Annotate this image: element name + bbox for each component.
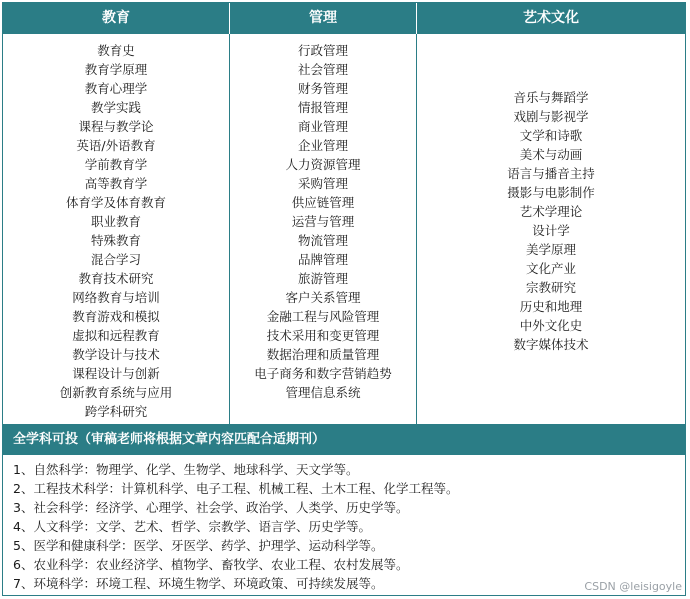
subject-item: 虚拟和远程教育 [72, 328, 160, 343]
column-education [3, 34, 230, 424]
subject-item: 设计学 [532, 223, 570, 238]
subject-item: 数字媒体技术 [513, 337, 589, 352]
subject-item: 体育学及体育教育 [65, 195, 166, 210]
subject-item: 教学设计与技术 [72, 347, 160, 362]
subject-item: 采购管理 [297, 176, 348, 191]
subject-item: 教学实践 [90, 100, 141, 115]
table-header-row [3, 3, 685, 34]
subject-item: 教育技术研究 [78, 271, 154, 286]
subject-item: 美学原理 [525, 242, 576, 257]
csdn-watermark: CSDN @leisigoyle [584, 580, 682, 593]
discipline-line: 3、社会科学：经济学、心理学、社会学、政治学、人类学、历史学等。 [13, 500, 409, 515]
discipline-line: 4、人文科学：文学、艺术、哲学、宗教学、语言学、历史学等。 [13, 519, 371, 534]
column-arts-culture [417, 34, 685, 424]
discipline-line: 7、环境科学：环境工程、环境生物学、环境政策、可持续发展等。 [13, 576, 384, 591]
subject-item: 学前教育学 [84, 157, 148, 172]
header-management: 管理 [230, 3, 417, 34]
subject-item: 行政管理 [297, 43, 348, 58]
subject-item: 高等教育学 [84, 176, 148, 191]
discipline-line: 5、医学和健康科学：医学、牙医学、药学、护理学、运动科学等。 [13, 538, 384, 553]
subject-item: 职业教育 [90, 214, 141, 229]
subject-item: 人力资源管理 [285, 157, 361, 172]
subject-item: 企业管理 [297, 138, 348, 153]
all-disciplines-banner: 全学科可投（审稿老师将根据文章内容匹配合适期刊） [3, 424, 685, 455]
subject-item: 商业管理 [297, 119, 348, 134]
subject-item: 旅游管理 [297, 271, 348, 286]
subject-item: 课程与教学论 [78, 119, 154, 134]
subject-item: 文学和诗歌 [519, 128, 583, 143]
subject-item: 文化产业 [525, 261, 576, 276]
subject-item: 摄影与电影制作 [507, 185, 595, 200]
subject-item: 金融工程与风险管理 [266, 309, 380, 324]
subject-columns [3, 34, 685, 424]
subject-item: 宗教研究 [525, 280, 576, 295]
subject-item: 语言与播音主持 [507, 166, 595, 181]
subject-table [2, 2, 686, 596]
subject-item: 客户关系管理 [285, 290, 361, 305]
subject-item: 美术与动画 [519, 147, 583, 162]
subject-item: 教育游戏和模拟 [72, 309, 160, 324]
header-education: 教育 [3, 3, 230, 34]
subject-item: 音乐与舞蹈学 [513, 90, 589, 105]
header-arts-culture: 艺术文化 [523, 10, 579, 26]
subject-item: 戏剧与影视学 [513, 109, 589, 124]
subject-item: 教育学原理 [84, 62, 148, 77]
subject-item: 中外文化史 [519, 318, 583, 333]
subject-item: 网络教育与培训 [72, 290, 160, 305]
subject-item: 艺术学理论 [519, 204, 583, 219]
subject-item: 品牌管理 [297, 252, 348, 267]
subject-item: 情报管理 [297, 100, 348, 115]
column-management [230, 34, 417, 424]
subject-item: 管理信息系统 [285, 385, 361, 400]
discipline-line: 6、农业科学：农业经济学、植物学、畜牧学、农业工程、农村发展等。 [13, 557, 409, 572]
subject-item: 创新教育系统与应用 [59, 385, 173, 400]
subject-item: 数据治理和质量管理 [266, 347, 380, 362]
subject-item: 供应链管理 [291, 195, 355, 210]
subject-item: 社会管理 [297, 62, 348, 77]
subject-item: 跨学科研究 [84, 404, 148, 419]
subject-item: 电子商务和数字营销趋势 [254, 366, 392, 381]
discipline-line: 1、自然科学：物理学、化学、生物学、地球科学、天文学等。 [13, 462, 359, 477]
subject-item: 财务管理 [297, 81, 348, 96]
discipline-list [3, 455, 685, 595]
subject-item: 历史和地理 [519, 299, 583, 314]
subject-item: 技术采用和变更管理 [266, 328, 380, 343]
subject-item: 特殊教育 [90, 233, 141, 248]
subject-item: 课程设计与创新 [72, 366, 160, 381]
subject-item: 英语/外语教育 [76, 138, 156, 153]
subject-item: 物流管理 [297, 233, 348, 248]
subject-item: 运营与管理 [291, 214, 355, 229]
subject-item: 教育史 [97, 43, 135, 58]
subject-item: 教育心理学 [84, 81, 148, 96]
discipline-line: 2、工程技术科学：计算机科学、电子工程、机械工程、土木工程、化学工程等。 [13, 481, 459, 496]
subject-item: 混合学习 [90, 252, 141, 267]
